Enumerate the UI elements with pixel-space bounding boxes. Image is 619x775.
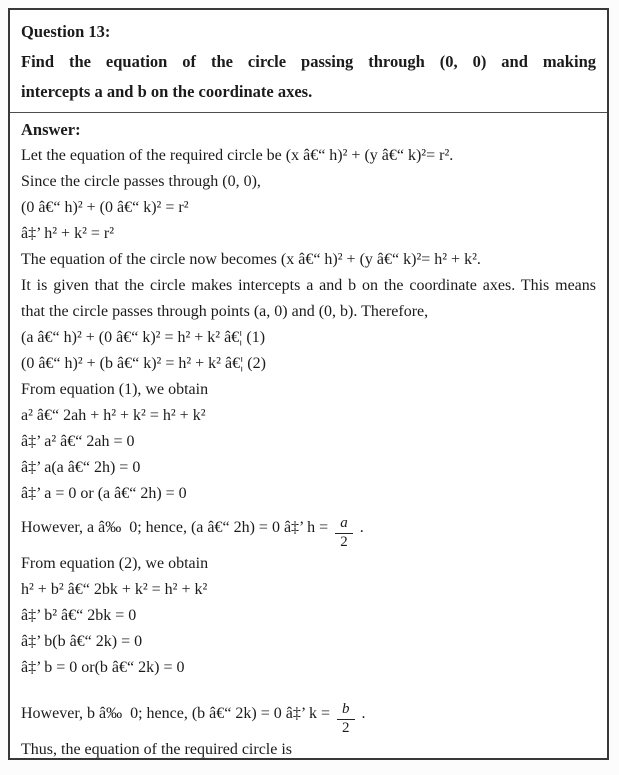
question-section bbox=[10, 10, 607, 113]
answer-text-line: â‡’ b² â€“ 2bk = 0 bbox=[21, 606, 137, 624]
fraction-denominator: 2 bbox=[340, 534, 348, 550]
answer-section bbox=[10, 113, 607, 763]
answer-text-line: â‡’ b = 0 or(b â€“ 2k) = 0 bbox=[21, 658, 185, 676]
answer-text-line: â‡’ a² â€“ 2ah = 0 bbox=[21, 433, 135, 450]
answer-text-line: â‡’ a = 0 or (a â€“ 2h) = 0 bbox=[21, 485, 187, 502]
fraction-line-prefix: However, a â‰ 0; hence, (a â€“ 2h) = 0 â‡’ h = bbox=[21, 519, 333, 536]
answer-lines bbox=[21, 143, 596, 763]
answer-text-line: It is given that the circle makes intercepts a and b on the coordinate axes. This means bbox=[21, 277, 596, 294]
qa-document-box bbox=[8, 8, 609, 760]
answer-text-line: (0 â€“ h)² + (0 â€“ k)² = r² bbox=[21, 199, 189, 216]
fraction-numerator: b bbox=[337, 702, 355, 720]
answer-text-line: The equation of the circle now becomes (x â€“ h)² + (y â€“ k)²= h² + k². bbox=[21, 251, 481, 268]
answer-text-line: â‡’ b(b â€“ 2k) = 0 bbox=[21, 632, 143, 650]
fraction-line-prefix: However, b â‰ 0; hence, (b â€“ 2k) = 0 â‡’ k = bbox=[21, 704, 334, 722]
answer-text-line: (0 â€“ h)² + (b â€“ k)² = h² + k² â€¦ (2) bbox=[21, 355, 266, 372]
answer-text-line: h² + b² â€“ 2bk + k² = h² + k² bbox=[21, 580, 208, 598]
answer-text-line: (a â€“ h)² + (0 â€“ k)² = h² + k² â€¦ (1) bbox=[21, 329, 266, 346]
question-label: Question 13: bbox=[21, 22, 111, 41]
answer-text-line: Let the equation of the required circle be (x â€“ h)² + (y â€“ k)²= r². bbox=[21, 147, 454, 164]
fraction bbox=[335, 516, 353, 551]
answer-text-line: Thus, the equation of the required circle is bbox=[21, 740, 293, 758]
answer-text-line: From equation (2), we obtain bbox=[21, 554, 209, 572]
answer-text-line: From equation (1), we obtain bbox=[21, 381, 209, 398]
fraction-denominator: 2 bbox=[342, 719, 350, 736]
question-line-2: intercepts a and b on the coordinate axes. bbox=[21, 82, 313, 101]
question-line-1: Find the equation of the circle passing through (0, 0) and making bbox=[21, 52, 596, 71]
answer-text-line: â‡’ a(a â€“ 2h) = 0 bbox=[21, 459, 141, 476]
math-line-with-fraction bbox=[21, 515, 596, 551]
fraction-line-suffix: . bbox=[357, 704, 366, 722]
answer-label: Answer: bbox=[21, 120, 81, 139]
answer-text-line: a² â€“ 2ah + h² + k² = h² + k² bbox=[21, 407, 206, 424]
fraction-numerator: a bbox=[335, 516, 353, 534]
math-line-with-fraction bbox=[21, 701, 596, 737]
answer-text-line: that the circle passes through points (a, 0) and (0, b). Therefore, bbox=[21, 303, 429, 320]
answer-text-line: Since the circle passes through (0, 0), bbox=[21, 173, 261, 190]
answer-text-line: â‡’ h² + k² = r² bbox=[21, 225, 115, 242]
fraction bbox=[337, 702, 355, 737]
fraction-line-suffix: . bbox=[355, 519, 364, 536]
